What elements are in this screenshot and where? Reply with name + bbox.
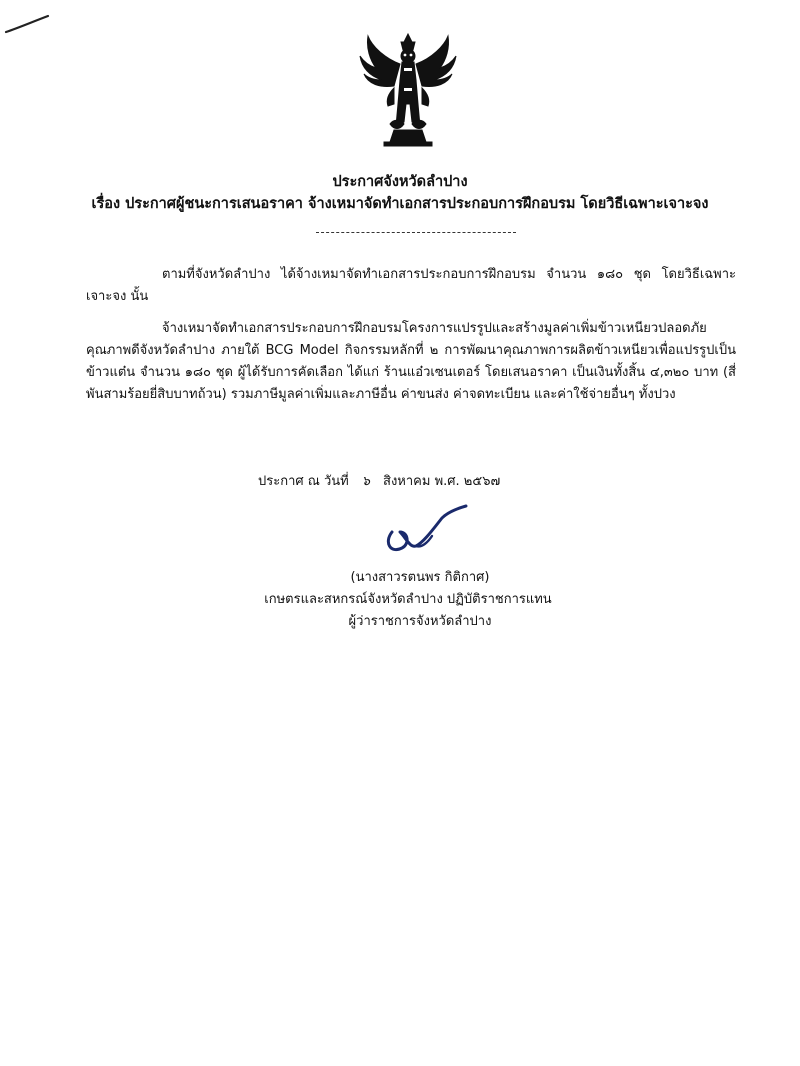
garuda-emblem [354, 32, 462, 148]
announcement-dateline [258, 470, 500, 491]
dateline-prefix: ประกาศ ณ วันที่ [258, 474, 349, 489]
signatory-name: (นางสาวรตนพร กิติกาศ) [350, 570, 490, 585]
announcement-title: ประกาศจังหวัดลำปาง [332, 174, 468, 190]
announcement-subject: เรื่อง ประกาศผู้ชนะการเสนอราคา จ้างเหมาจัดทำเอกสารประกอบการฝึกอบรม โดยวิธีเฉพาะเจาะจง [91, 196, 709, 212]
title-divider [316, 232, 516, 233]
dateline-day: ๖ [361, 474, 370, 489]
body-paragraph-2: จ้างเหมาจัดทำเอกสารประกอบการฝึกอบรมโครงการแปรรูปและสร้างมูลค่าเพิ่มข้าวเหนียวปลอดภัยคุณภาพดีจังหวัดลำปาง ภายใต้ BCG Model กิจกรรมหลักที่ ๒ การพัฒนาคุณภาพการผลิตข้าวเหนียวเพื่อแปรรูปเป็นข้าวแต๋น จำนวน ๑๘๐ ชุด ผู้ได้รับการคัดเลือก ได้แก่ ร้านแอ๋วเซนเตอร์ โดยเสนอราคา เป็นเงินทั้งสิ้น ๔,๓๒๐ บาท (สี่พันสามร้อยยี่สิบบาทถ้วน) รวมภาษีมูลค่าเพิ่มและภาษีอื่น ค่าขนส่ง ค่าจดทะเบียน และค่าใช้จ่ายอื่นๆ ทั้งปวง [86, 321, 736, 402]
signatory-position: เกษตรและสหกรณ์จังหวัดลำปาง ปฏิบัติราชการแทน [264, 592, 552, 607]
body-paragraph-1: ตามที่จังหวัดลำปาง ได้จ้างเหมาจัดทำเอกสารประกอบการฝึกอบรม จำนวน ๑๘๐ ชุด โดยวิธีเฉพาะเจาะจง นั้น [86, 267, 736, 304]
dateline-month-year: สิงหาคม พ.ศ. ๒๕๖๗ [383, 474, 501, 489]
pen-stroke-mark [4, 14, 50, 36]
signatory-office: ผู้ว่าราชการจังหวัดลำปาง [348, 614, 492, 629]
handwritten-signature [380, 502, 470, 558]
